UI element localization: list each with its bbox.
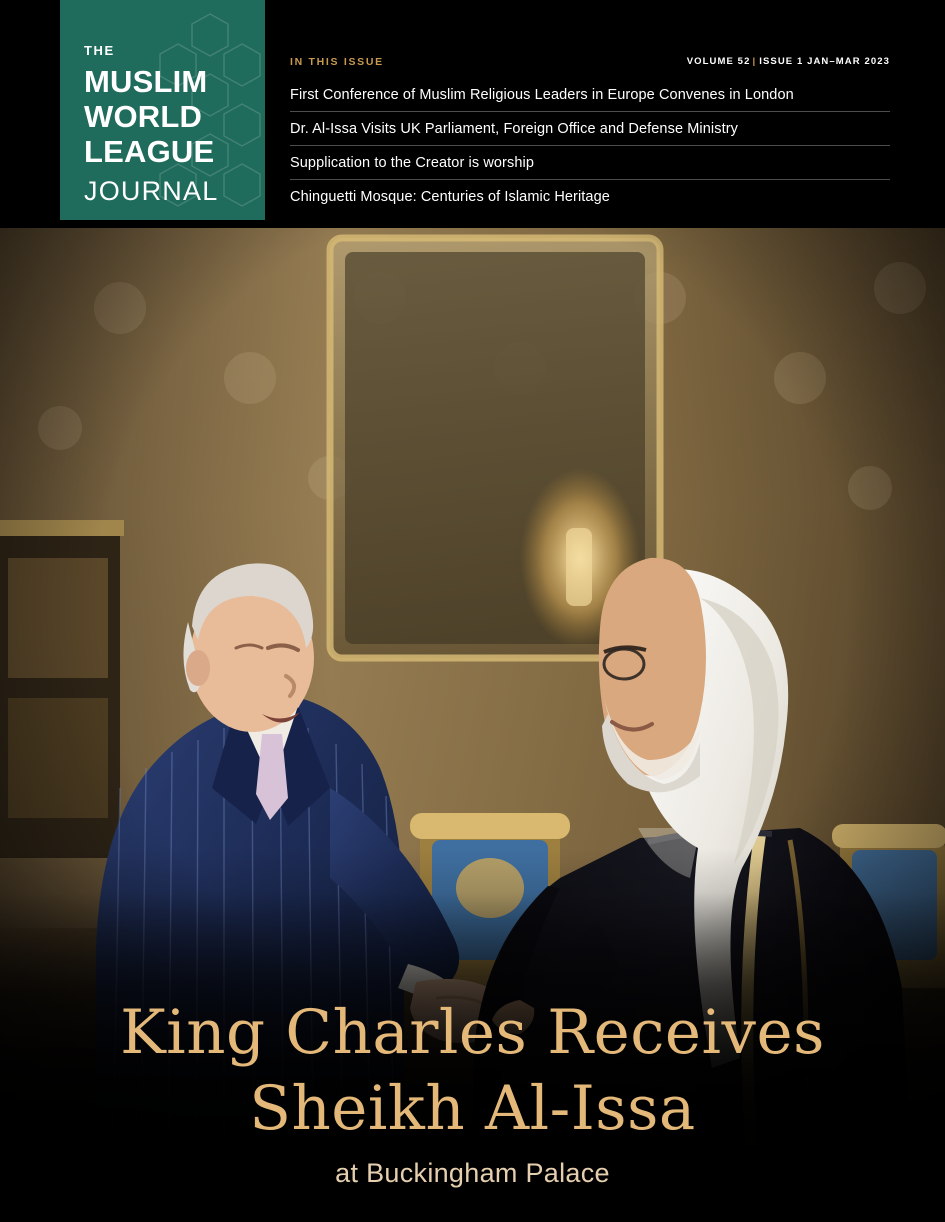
logo-line-muslim: MUSLIM	[84, 64, 208, 99]
issue-contents-list	[290, 78, 890, 213]
cover-title-line-2: Sheikh Al-Issa	[249, 1072, 696, 1144]
cover-title-line-1: King Charles Receives	[120, 997, 825, 1068]
masthead	[0, 0, 945, 228]
in-this-issue-label: IN THIS ISSUE	[290, 56, 384, 68]
journal-logo-text	[84, 44, 218, 205]
cover-title-overlay	[0, 892, 945, 1222]
list-item[interactable]: Supplication to the Creator is worship	[290, 146, 890, 180]
list-item[interactable]: Dr. Al-Issa Visits UK Parliament, Foreign Office and Defense Ministry	[290, 112, 890, 146]
journal-logo[interactable]	[60, 0, 265, 220]
logo-line-journal: JOURNAL	[84, 176, 219, 207]
volume-issue-line	[687, 56, 890, 67]
issue-header	[290, 0, 890, 220]
volume-label: VOLUME 52	[686, 56, 751, 67]
logo-the: THE	[84, 43, 115, 58]
logo-line-league: LEAGUE	[84, 134, 215, 170]
cover-subtitle: at Buckingham Palace	[335, 1157, 610, 1188]
volume-separator: |	[752, 56, 757, 67]
list-item[interactable]: First Conference of Muslim Religious Leaders in Europe Convenes in London	[290, 78, 890, 112]
list-item[interactable]: Chinguetti Mosque: Centuries of Islamic Heritage	[290, 189, 610, 205]
issue-label: ISSUE 1 JAN–MAR 2023	[759, 56, 890, 67]
logo-line-world: WORLD	[84, 99, 203, 135]
